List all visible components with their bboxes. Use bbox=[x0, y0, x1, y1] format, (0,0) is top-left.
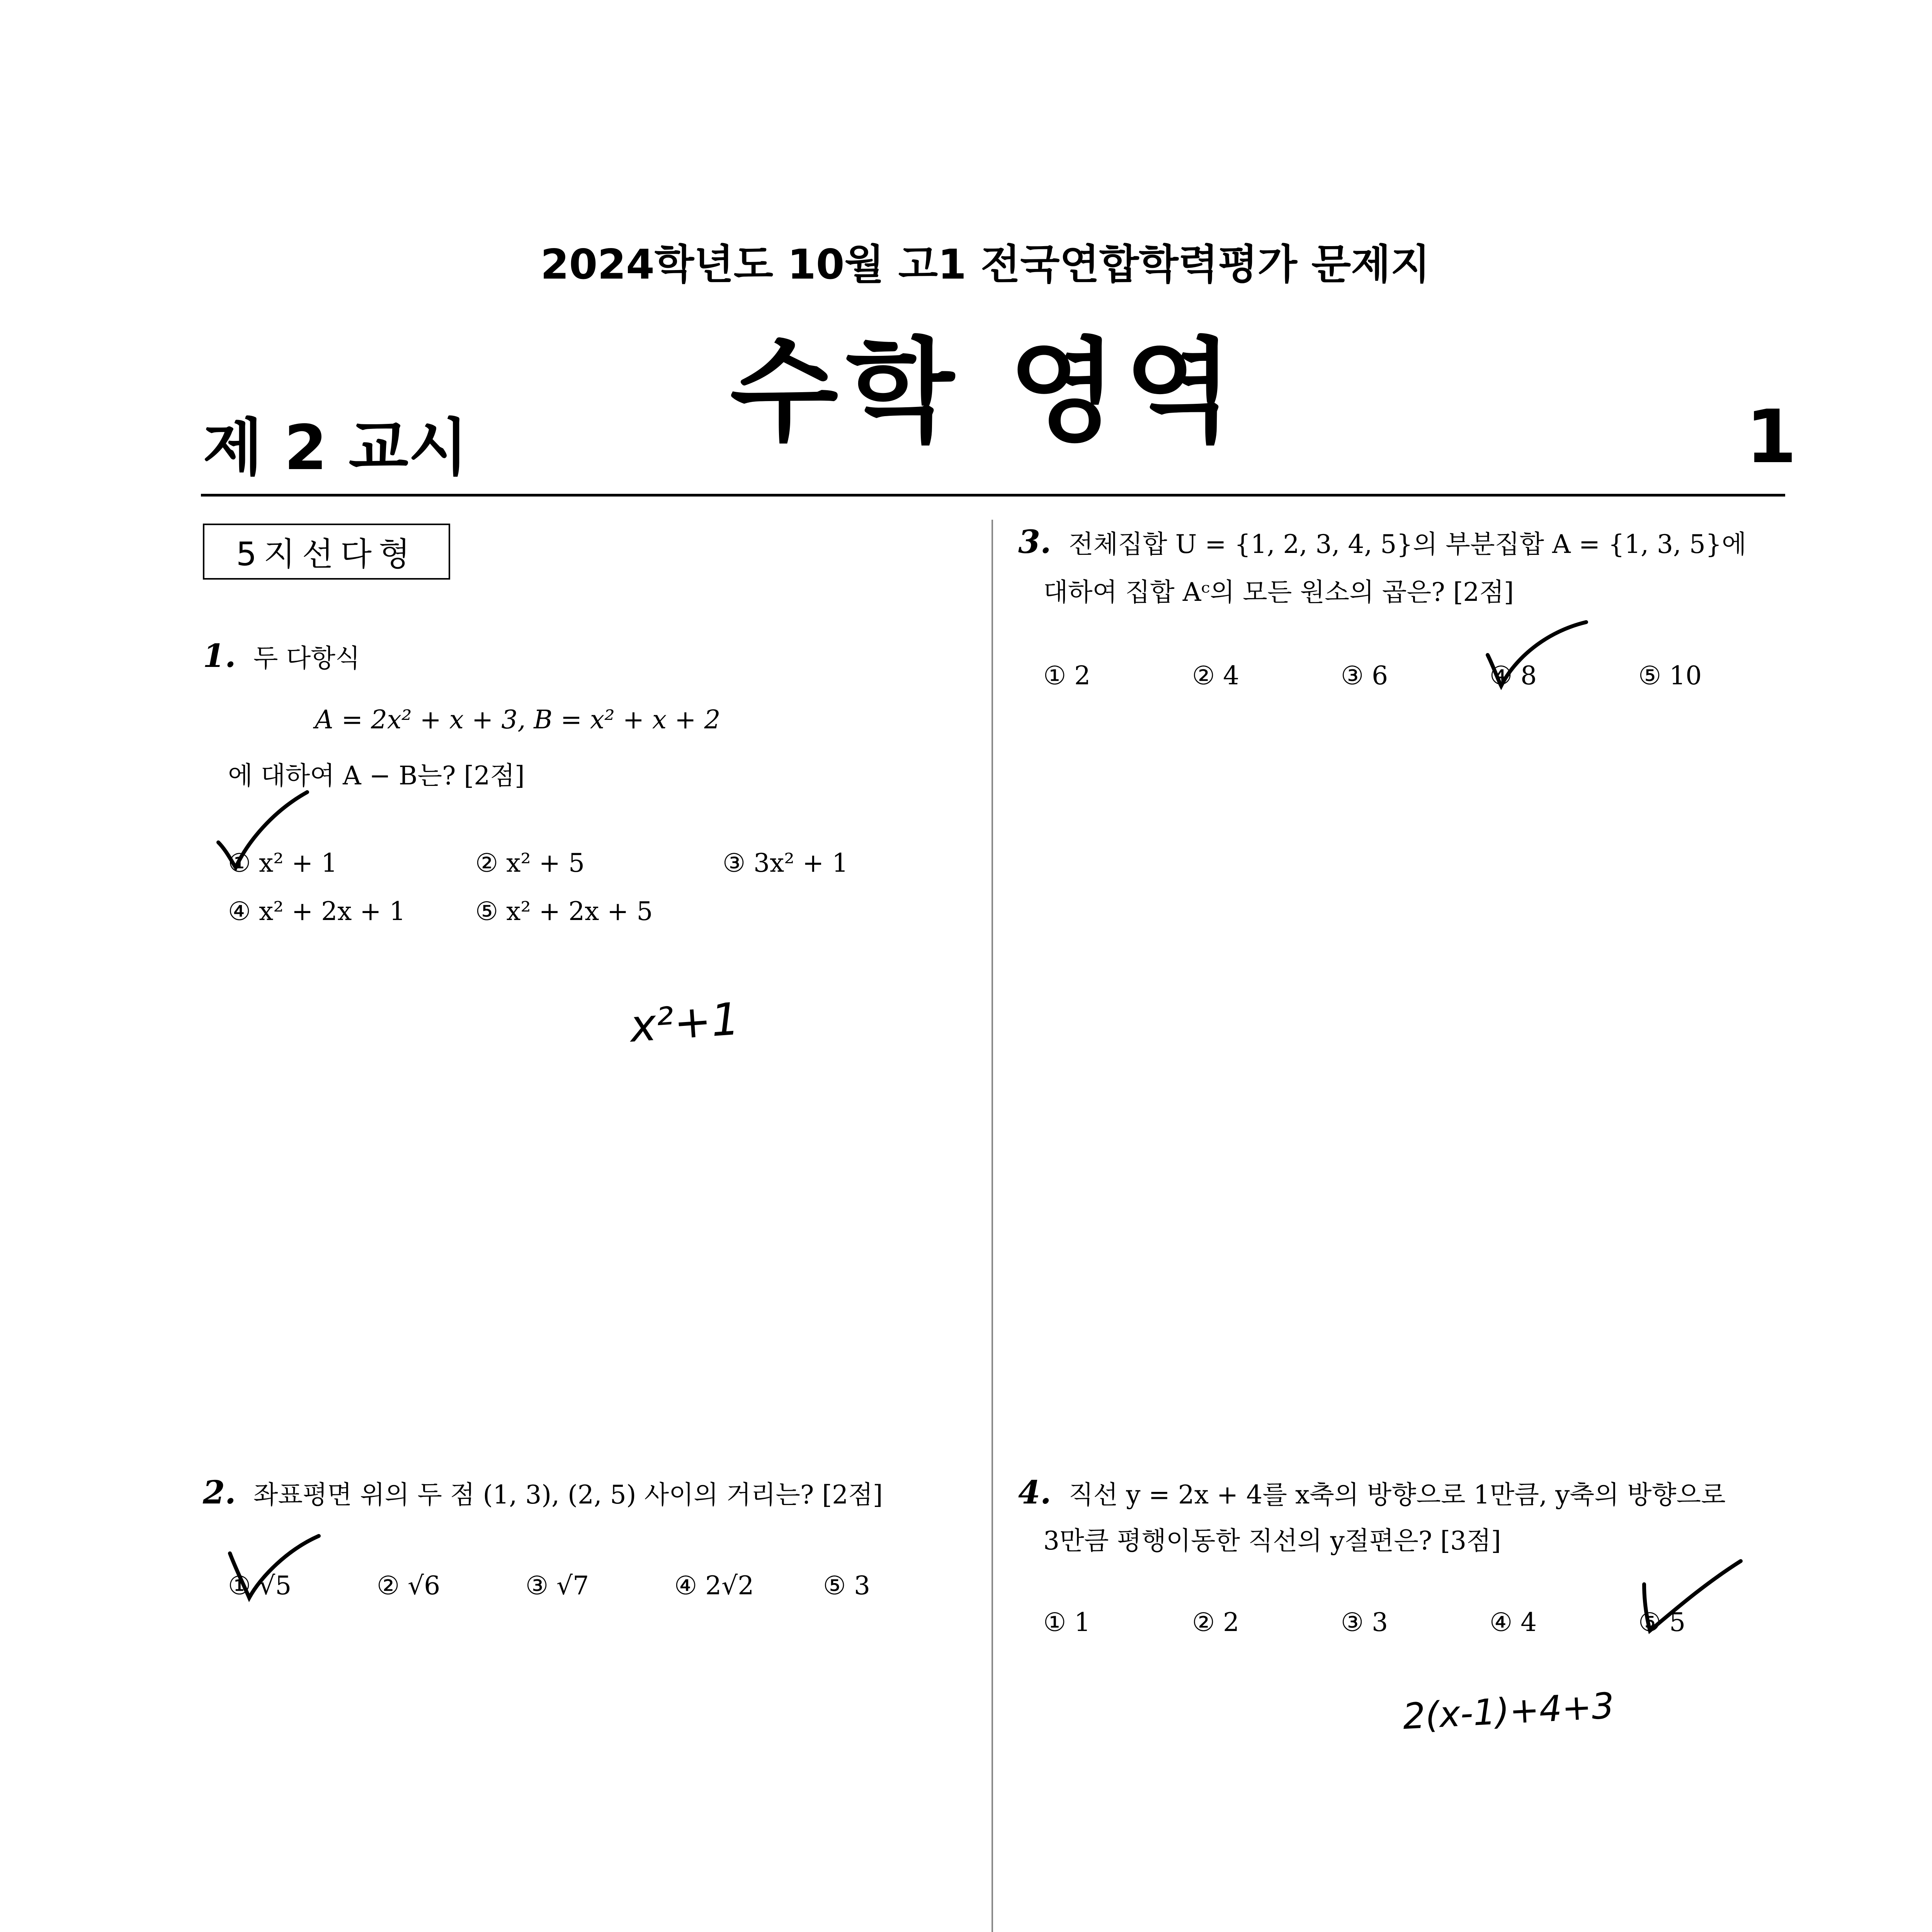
q1-checkmark-icon bbox=[211, 784, 311, 873]
q1-option-1[interactable]: ① x² + 1 bbox=[228, 848, 338, 878]
question-1-formula: A = 2x² + x + 3, B = x² + x + 2 bbox=[315, 705, 721, 735]
q3-option-5[interactable]: ⑤ 10 bbox=[1638, 661, 1702, 690]
q3-option-2[interactable]: ② 4 bbox=[1192, 661, 1240, 690]
question-number: 3. bbox=[1018, 524, 1051, 561]
q4-checkmark-icon bbox=[1634, 1553, 1747, 1638]
q4-option-3[interactable]: ③ 3 bbox=[1341, 1607, 1388, 1637]
q2-option-3[interactable]: ③ √7 bbox=[526, 1571, 589, 1600]
q3-option-4[interactable]: ④ 8 bbox=[1490, 661, 1537, 690]
q3-option-3[interactable]: ③ 6 bbox=[1341, 661, 1388, 690]
question-stem: 전체집합 U = {1, 2, 3, 4, 5}의 부분집합 A = {1, 3, 5}에 bbox=[1068, 529, 1747, 559]
q2-option-4[interactable]: ④ 2√2 bbox=[674, 1571, 754, 1600]
question-2 bbox=[203, 1474, 883, 1511]
q2-checkmark-icon bbox=[222, 1530, 323, 1604]
question-number: 2. bbox=[203, 1474, 236, 1511]
q4-handwritten-note: 2(x-1)+4+3 bbox=[1401, 1685, 1616, 1738]
q3-option-1[interactable]: ① 2 bbox=[1043, 661, 1091, 690]
q4-option-5[interactable]: ⑤ 5 bbox=[1638, 1607, 1686, 1637]
q4-option-2[interactable]: ② 2 bbox=[1192, 1607, 1240, 1637]
column-divider bbox=[992, 520, 993, 1932]
question-3-stem-continued: 대하여 집합 Aᶜ의 모든 원소의 곱은? [2점] bbox=[1043, 577, 1514, 607]
q1-handwritten-note: x²+1 bbox=[628, 993, 742, 1053]
q2-option-1[interactable]: ① √5 bbox=[228, 1571, 292, 1600]
q1-option-4[interactable]: ④ x² + 2x + 1 bbox=[228, 896, 406, 926]
q1-option-2[interactable]: ② x² + 5 bbox=[475, 848, 585, 878]
question-3 bbox=[1018, 524, 1747, 561]
question-stem: 직선 y = 2x + 4를 x축의 방향으로 1만큼, y축의 방향으로 bbox=[1068, 1480, 1726, 1510]
q2-option-2[interactable]: ② √6 bbox=[377, 1571, 440, 1600]
question-number: 1. bbox=[203, 638, 236, 675]
q1-option-5[interactable]: ⑤ x² + 2x + 5 bbox=[475, 896, 653, 926]
question-stem: 좌표평면 위의 두 점 (1, 3), (2, 5) 사이의 거리는? [2점] bbox=[253, 1480, 883, 1510]
header-divider bbox=[201, 494, 1785, 497]
page-number-badge: 1 bbox=[1745, 394, 1797, 480]
question-type-label: 5지선다형 bbox=[236, 535, 417, 573]
question-stem: 두 다항식 bbox=[253, 643, 360, 673]
exam-title: 2024학년도 10월 고1 전국연합학력평가 문제지 bbox=[540, 241, 1430, 288]
q3-checkmark-icon bbox=[1480, 612, 1592, 694]
question-1 bbox=[203, 638, 360, 675]
q2-option-5[interactable]: ⑤ 3 bbox=[823, 1571, 871, 1600]
q4-option-4[interactable]: ④ 4 bbox=[1490, 1607, 1537, 1637]
question-number: 4. bbox=[1018, 1474, 1051, 1511]
question-type-box bbox=[203, 524, 450, 580]
question-1-stem-continued: 에 대하여 A − B는? [2점] bbox=[228, 761, 525, 791]
period-label: 제 2 교시 bbox=[203, 412, 468, 484]
question-4 bbox=[1018, 1474, 1726, 1511]
subject-title: 수학 영역 bbox=[730, 327, 1241, 457]
question-4-stem-continued: 3만큼 평행이동한 직선의 y절편은? [3점] bbox=[1043, 1526, 1501, 1556]
q1-option-3[interactable]: ③ 3x² + 1 bbox=[723, 848, 849, 878]
q4-option-1[interactable]: ① 1 bbox=[1043, 1607, 1091, 1637]
